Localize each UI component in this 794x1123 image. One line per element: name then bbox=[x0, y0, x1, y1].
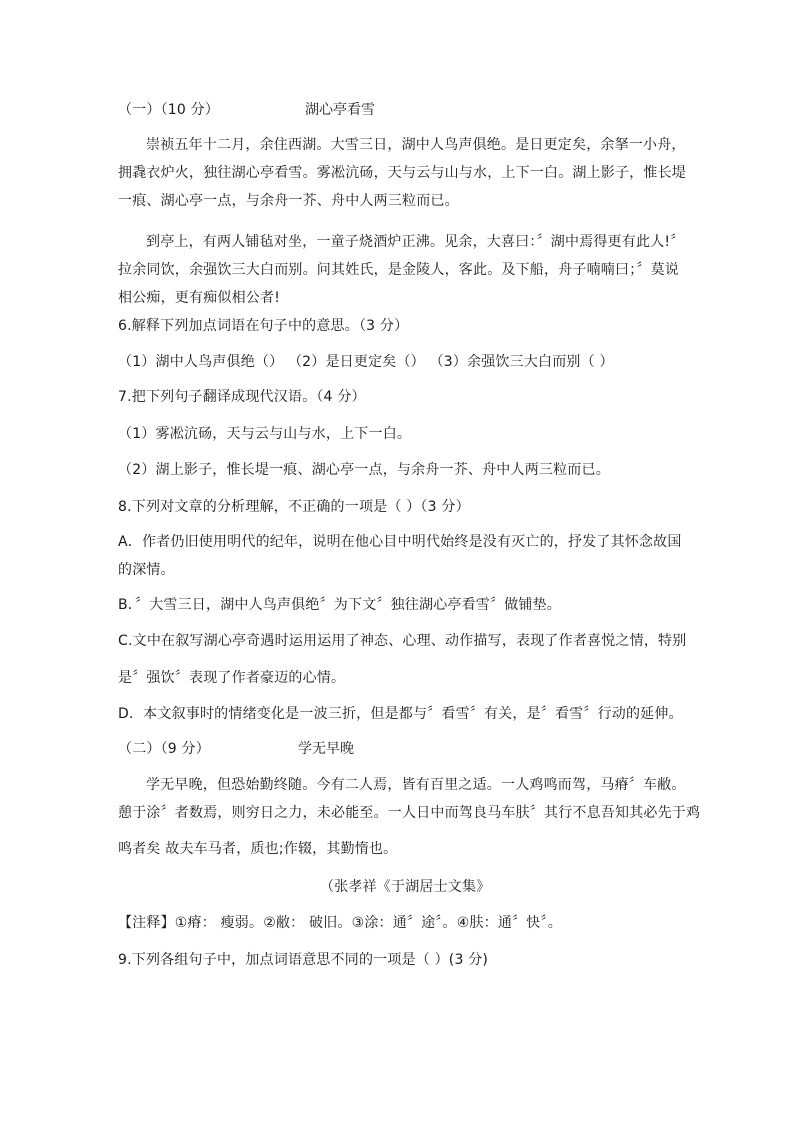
question-8-option-a: 的深情。 bbox=[118, 562, 175, 578]
question-8-option-d: D．本文叙事时的情绪变化是一波三折，但是都与〞看雪〞有关，是〞看雪〞行动的延伸。 bbox=[118, 706, 683, 722]
question-7: 7.把下列句子翻译成现代汉语。（4 分） bbox=[118, 389, 366, 405]
section1-title: 湖心亭看雪 bbox=[305, 102, 375, 118]
section2-header: （二）（9 分） bbox=[118, 741, 210, 757]
annotation-note: 【注释】①瘠： 瘦弱。②敝： 破旧。③涂：通〞途〞。④肤：通〞快〞。 bbox=[118, 915, 562, 931]
source-citation: （张孝祥《于湖居士文集》 bbox=[320, 879, 491, 895]
passage1-line: 拉余同饮，余强饮三大白而别。问其姓氏，是金陵人，客此。及下船，舟子喃喃曰；〞莫说 bbox=[118, 262, 679, 278]
passage2-line: 学无早晚，但恐始勤终随。今有二人焉，皆有百里之适。一人鸡鸣而驾，马瘠〞车敝。 bbox=[146, 777, 686, 793]
passage2-line: 鸣者矣 故夫车马者，质也;作辍，其勤惰也。 bbox=[118, 841, 398, 857]
question-8-option-c: 是〞强饮〞表现了作者豪迈的心情。 bbox=[118, 670, 346, 686]
passage1-line: 崇祯五年十二月，余住西湖。大雪三日，湖中人鸟声俱绝。是日更定矣，余拏一小舟， bbox=[146, 137, 686, 153]
passage1-line: 相公痴，更有痴似相公者! bbox=[118, 290, 281, 306]
passage1-line: 到亭上，有两人铺毡对坐，一童子烧酒炉正沸。见余，大喜曰：〞湖中焉得更有此人!〞 bbox=[146, 234, 685, 250]
question-8-option-c: C.文中在叙写湖心亭奇遇时运用运用了神态、心理、动作描写，表现了作者喜悦之情，特别 bbox=[118, 633, 687, 649]
question-8: 8.下列对文章的分析理解，不正确的一项是（ ）（3 分） bbox=[118, 499, 470, 515]
question-9: 9.下列各组句子中，加点词语意思不同的一项是（ ）(3 分) bbox=[118, 952, 489, 968]
question-7-item-1: （1）雾凇沆砀，天与云与山与水，上下一白。 bbox=[118, 426, 412, 442]
section1-header: （一）（10 分） bbox=[118, 102, 220, 118]
question-8-option-a: A．作者仍旧使用明代的纪年，说明在他心目中明代始终是没有灭亡的，抒发了其怀念故国 bbox=[118, 534, 682, 550]
passage1-line: 拥毳衣炉火，独往湖心亭看雪。雾凇沆砀，天与云与山与水，上下一白。湖上影子，惟长堤 bbox=[118, 165, 686, 181]
question-7-item-2: （2）湖上影子，惟长堤一痕、湖心亭一点，与余舟一芥、舟中人两三粒而已。 bbox=[118, 462, 610, 478]
question-6-items: （1）湖中人鸟声俱绝（） （2）是日更定矣（） （3）余强饮三大白而别（ ） bbox=[118, 354, 614, 370]
passage1-line: 一痕、湖心亭一点，与余舟一芥、舟中人两三粒而已。 bbox=[118, 193, 459, 209]
section2-title: 学无早晚 bbox=[298, 741, 354, 757]
question-6: 6.解释下列加点词语在句子中的意思。（3 分） bbox=[118, 318, 409, 334]
passage2-line: 憩于涂〞者数焉，则穷日之力，未必能至。一人日中而驾良马车肤〞其行不息吾知其必先于鸡 bbox=[118, 805, 701, 821]
question-8-option-b: B．〞大雪三日，湖中人鸟声俱绝〞为下文〞独往湖心亭看雪〞做铺垫。 bbox=[118, 597, 562, 613]
